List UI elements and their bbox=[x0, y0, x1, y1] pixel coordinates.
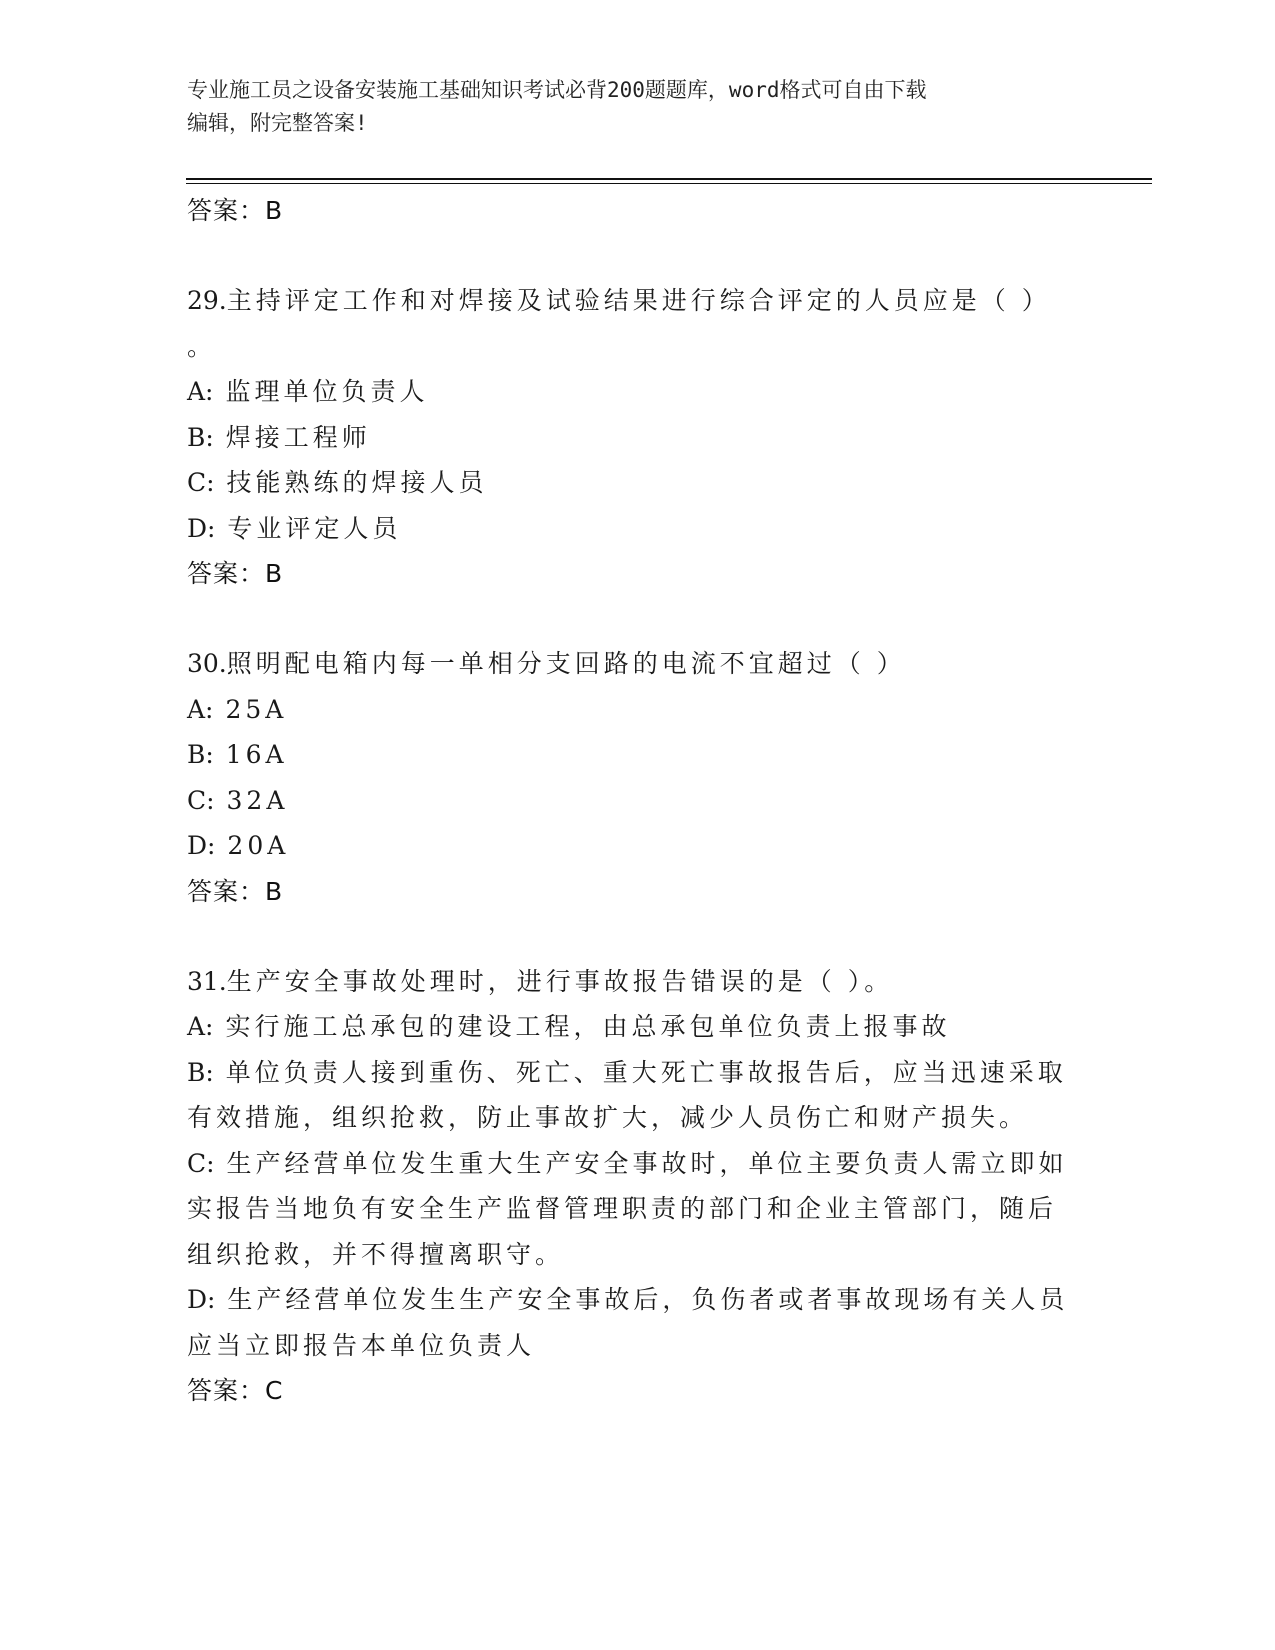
option-d bbox=[187, 1277, 1077, 1323]
option-label: D: bbox=[187, 513, 216, 543]
option-text: 焊接工程师 bbox=[225, 422, 371, 452]
question-number: 31. bbox=[187, 966, 227, 996]
option-a bbox=[187, 369, 1077, 415]
option-c bbox=[187, 460, 1077, 506]
option-a bbox=[187, 1004, 1077, 1050]
option-text: 25A bbox=[225, 694, 288, 724]
question-31 bbox=[187, 959, 1077, 1415]
option-label: B: bbox=[187, 1057, 214, 1087]
option-label: D: bbox=[187, 831, 216, 860]
option-label: D: bbox=[187, 1285, 216, 1314]
option-c-continuation: 实报告当地负有安全生产监督管理职责的部门和企业主管部门，随后 bbox=[187, 1194, 1058, 1223]
option-label: A: bbox=[187, 1012, 214, 1041]
option-label: B: bbox=[187, 422, 214, 452]
question-number: 29. bbox=[187, 286, 227, 315]
answer-line: 答案：B bbox=[187, 559, 284, 588]
option-text: 生产经营单位发生重大生产安全事故时，单位主要负责人需立即如 bbox=[226, 1148, 1068, 1178]
answer-line: 答案：B bbox=[187, 196, 284, 225]
option-d bbox=[187, 506, 1077, 552]
answer-line: 答案：C bbox=[187, 1376, 284, 1405]
option-text: 生产经营单位发生生产安全事故后，负伤者或者事故现场有关人员 bbox=[227, 1285, 1069, 1314]
header-title-line-2: 编辑，附完整答案! bbox=[187, 111, 368, 135]
option-text: 单位负责人接到重伤、死亡、重大死亡事故报告后，应当迅速采取 bbox=[225, 1057, 1067, 1087]
option-c bbox=[187, 1141, 1077, 1187]
question-text: 照明配电箱内每一单相分支回路的电流不宜超过（ ） bbox=[226, 649, 906, 678]
header-divider-thick bbox=[186, 178, 1152, 180]
option-label: A: bbox=[187, 694, 214, 724]
question-30 bbox=[187, 641, 1077, 915]
option-text: 20A bbox=[227, 831, 290, 860]
question-stem-continuation: 。 bbox=[187, 331, 217, 361]
option-c-continuation-2: 组织抢救，并不得擅离职守。 bbox=[187, 1239, 565, 1269]
option-b bbox=[187, 1050, 1077, 1096]
option-a bbox=[187, 687, 1077, 733]
header-divider-thin bbox=[186, 183, 1152, 184]
document-header bbox=[187, 74, 1087, 140]
option-d bbox=[187, 823, 1077, 869]
question-stem bbox=[187, 641, 1077, 687]
header-title-line: 专业施工员之设备安装施工基础知识考试必背200题题库，word格式可自由下载 bbox=[187, 78, 927, 102]
question-stem bbox=[187, 959, 1077, 1005]
option-label: A: bbox=[187, 377, 214, 406]
question-text: 生产安全事故处理时，进行事故报告错误的是（ ）。 bbox=[226, 966, 894, 996]
option-c bbox=[187, 778, 1077, 824]
question-stem bbox=[187, 278, 1077, 324]
option-b bbox=[187, 732, 1077, 778]
option-label: C: bbox=[187, 1148, 215, 1178]
question-29 bbox=[187, 278, 1077, 597]
option-label: C: bbox=[187, 785, 215, 815]
document-body bbox=[187, 188, 1077, 1414]
option-text: 监理单位负责人 bbox=[225, 377, 429, 406]
question-number: 30. bbox=[187, 649, 227, 678]
option-text: 16A bbox=[225, 740, 288, 769]
question-text: 主持评定工作和对焊接及试验结果进行综合评定的人员应是（ ） bbox=[226, 286, 1051, 315]
option-label: B: bbox=[187, 740, 214, 769]
answer-line: 答案：B bbox=[187, 876, 284, 906]
option-text: 专业评定人员 bbox=[227, 513, 402, 543]
option-text: 实行施工总承包的建设工程，由总承包单位负责上报事故 bbox=[225, 1012, 951, 1041]
option-label: C: bbox=[187, 468, 215, 497]
option-text: 32A bbox=[226, 785, 289, 815]
option-b-continuation: 有效措施，组织抢救，防止事故扩大，减少人员伤亡和财产损失。 bbox=[187, 1103, 1029, 1132]
option-text: 技能熟练的焊接人员 bbox=[226, 468, 488, 497]
option-d-continuation: 应当立即报告本单位负责人 bbox=[187, 1330, 536, 1360]
option-b bbox=[187, 415, 1077, 461]
